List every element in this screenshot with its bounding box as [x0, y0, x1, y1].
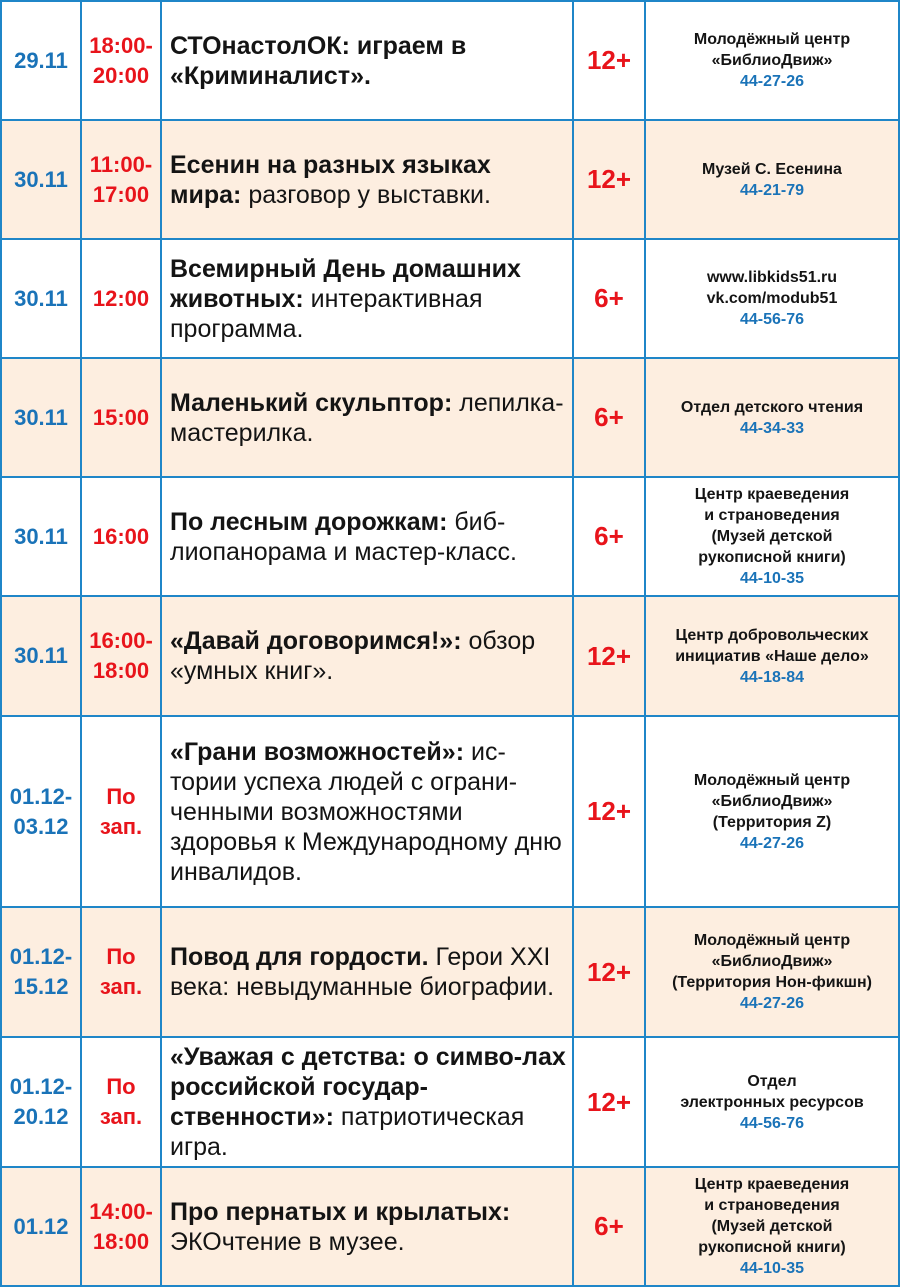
- venue-phone: 44-27-26: [739, 995, 805, 1012]
- age-rating: 6+: [573, 358, 645, 477]
- event-title-rest: ЭКОчтение в музее.: [170, 1197, 518, 1256]
- event-title: [161, 239, 573, 358]
- table-row: [1, 1037, 899, 1167]
- event-time: 12:00: [81, 239, 161, 358]
- event-venue: [645, 358, 899, 477]
- event-venue: [645, 477, 899, 596]
- event-time: По зап.: [81, 1037, 161, 1167]
- venue-phone: 44-56-76: [739, 311, 805, 328]
- venue-line: (Музей детской: [711, 528, 833, 545]
- event-venue: [645, 1037, 899, 1167]
- venue-line: Музей С. Есенина: [702, 160, 842, 178]
- age-rating: 12+: [573, 907, 645, 1037]
- event-title-bold: По лесным дорожкам:: [170, 507, 448, 536]
- event-title-rest: разговор у выставки.: [241, 180, 491, 209]
- event-title-bold: «Уважая с детства: о симво-лах российской государ-ственности»:: [170, 1043, 566, 1131]
- age-rating: 12+: [573, 596, 645, 716]
- venue-line: электронных ресурсов: [680, 1093, 864, 1111]
- table-row: [1, 239, 899, 358]
- venue-line: Центр добровольческих: [675, 626, 869, 644]
- event-title: [161, 907, 573, 1037]
- venue-line: «БиблиоДвиж»: [711, 953, 833, 970]
- venue-phone: 44-10-35: [739, 1260, 805, 1277]
- event-title-bold: СТОнастолОК: играем в «Криминалист».: [170, 31, 467, 90]
- age-rating: 12+: [573, 1, 645, 120]
- table-row: [1, 716, 899, 907]
- event-title-bold: Всемирный День домашних животных:: [170, 254, 521, 313]
- venue-line: «БиблиоДвиж»: [711, 792, 833, 810]
- age-rating: 6+: [573, 239, 645, 358]
- age-rating: 12+: [573, 120, 645, 239]
- event-date: 30.11: [1, 477, 81, 596]
- event-date: 01.12- 15.12: [1, 907, 81, 1037]
- venue-line: (Музей детской: [711, 1218, 833, 1235]
- event-date: 30.11: [1, 239, 81, 358]
- venue-phone: 44-56-76: [739, 1114, 805, 1132]
- venue-line: www.libkids51.ru: [706, 269, 838, 286]
- age-rating: 12+: [573, 1037, 645, 1167]
- event-title-bold: «Грани возможностей»:: [170, 737, 465, 766]
- event-title: [161, 716, 573, 907]
- event-time: 14:00- 18:00: [81, 1167, 161, 1286]
- venue-line: и страноведения: [704, 1197, 840, 1214]
- event-title: [161, 1, 573, 120]
- event-title-rest: обзор «умных книг».: [170, 627, 543, 685]
- event-title-rest: лепилка-мастерилка.: [170, 388, 564, 447]
- event-title: [161, 1167, 573, 1286]
- age-rating: 12+: [573, 716, 645, 907]
- table-row: [1, 1167, 899, 1286]
- venue-line: (Территория Z): [712, 813, 832, 831]
- event-time: 11:00- 17:00: [81, 120, 161, 239]
- table-row: [1, 596, 899, 716]
- event-date: 01.12: [1, 1167, 81, 1286]
- venue-phone: 44-27-26: [739, 73, 805, 90]
- venue-line: Молодёжный центр: [693, 932, 851, 949]
- event-title-rest: патриотическая игра.: [170, 1103, 532, 1161]
- venue-line: (Территория Нон-фикшн): [672, 974, 872, 991]
- event-date: 01.12- 03.12: [1, 716, 81, 907]
- table-row: [1, 477, 899, 596]
- event-title-bold: Маленький скульптор:: [170, 388, 453, 417]
- venue-line: Центр краеведения: [694, 1176, 850, 1193]
- event-time: 18:00- 20:00: [81, 1, 161, 120]
- event-venue: [645, 120, 899, 239]
- venue-phone: 44-10-35: [739, 570, 805, 587]
- event-time: 15:00: [81, 358, 161, 477]
- event-date: 30.11: [1, 596, 81, 716]
- venue-phone: 44-18-84: [739, 668, 805, 686]
- event-venue: [645, 1, 899, 120]
- venue-line: Отдел: [747, 1072, 797, 1090]
- event-date: 30.11: [1, 120, 81, 239]
- event-title: [161, 1037, 573, 1167]
- event-title-rest: ис-тории успеха людей с ограни-ченными возможностями здоровья к Международному дню инвалидов.: [170, 737, 569, 886]
- event-date: 29.11: [1, 1, 81, 120]
- event-title-rest: Герои XXI века: невыдуманные биографии.: [170, 943, 558, 1001]
- event-date: 01.12- 20.12: [1, 1037, 81, 1167]
- event-title-rest: интерактивная программа.: [170, 284, 490, 343]
- event-venue: [645, 1167, 899, 1286]
- event-title-rest: биб-лиопанорама и мастер-класс.: [170, 507, 517, 566]
- venue-line: Центр краеведения: [694, 486, 850, 503]
- event-time: По зап.: [81, 716, 161, 907]
- event-title-bold: «Давай договоримся!»:: [170, 627, 462, 655]
- age-rating: 6+: [573, 477, 645, 596]
- venue-phone: 44-34-33: [739, 419, 805, 437]
- event-title: [161, 477, 573, 596]
- event-title-bold: Повод для гордости.: [170, 943, 429, 971]
- event-venue: [645, 907, 899, 1037]
- age-rating: 6+: [573, 1167, 645, 1286]
- event-venue: [645, 716, 899, 907]
- event-venue: [645, 239, 899, 358]
- event-date: 30.11: [1, 358, 81, 477]
- event-title: [161, 358, 573, 477]
- venue-line: рукописной книги): [698, 1239, 846, 1256]
- venue-phone: 44-27-26: [739, 834, 805, 852]
- table-row: [1, 120, 899, 239]
- venue-line: и страноведения: [704, 507, 840, 524]
- table-row: [1, 358, 899, 477]
- venue-line: инициатив «Наше дело»: [675, 647, 869, 665]
- venue-line: Молодёжный центр: [693, 31, 851, 48]
- event-time: 16:00- 18:00: [81, 596, 161, 716]
- table-row: [1, 1, 899, 120]
- venue-phone: 44-21-79: [739, 181, 805, 199]
- venue-line: рукописной книги): [698, 549, 846, 566]
- venue-line: Отдел детского чтения: [680, 398, 864, 416]
- event-title: [161, 120, 573, 239]
- event-venue: [645, 596, 899, 716]
- event-title: [161, 596, 573, 716]
- venue-line: Молодёжный центр: [693, 771, 851, 789]
- event-time: По зап.: [81, 907, 161, 1037]
- table-row: [1, 907, 899, 1037]
- venue-line: «БиблиоДвиж»: [711, 52, 833, 69]
- event-title-bold: Про пернатых и крылатых:: [170, 1197, 511, 1226]
- event-time: 16:00: [81, 477, 161, 596]
- venue-line: vk.com/modub51: [706, 290, 838, 307]
- event-title-bold: Есенин на разных языках мира:: [170, 150, 491, 209]
